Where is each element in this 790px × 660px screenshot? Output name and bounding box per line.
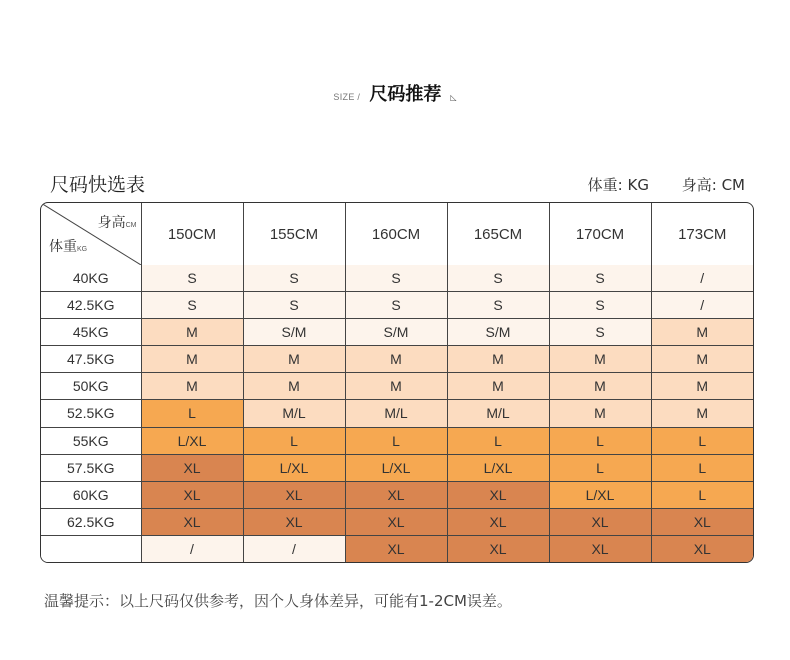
column-header: 155CM (243, 203, 345, 265)
table-row (41, 318, 753, 345)
column-header: 150CM (141, 203, 243, 265)
column-header: 165CM (447, 203, 549, 265)
size-cell: XL (345, 481, 447, 508)
size-cell: XL (345, 536, 447, 562)
size-cell: S (549, 265, 651, 291)
size-cell: L (345, 427, 447, 454)
size-cell: / (651, 265, 753, 291)
table-corner-cell (41, 203, 141, 265)
row-weight-header: 50KG (41, 373, 141, 400)
size-cell: S (141, 291, 243, 318)
size-note: 温馨提示：以上尺码仅供参考，因个人身体差异，可能有1-2CM误差。 (44, 592, 512, 610)
quick-select-title: 尺码快选表 (50, 174, 146, 196)
size-cell: M (447, 346, 549, 373)
size-cell: M (549, 346, 651, 373)
table-row (41, 400, 753, 427)
weight-unit-label: 体重: KG (587, 176, 649, 194)
size-cell: M (447, 373, 549, 400)
row-weight-header: 60KG (41, 481, 141, 508)
size-cell: XL (447, 481, 549, 508)
size-cell: L/XL (549, 481, 651, 508)
size-cell: L (651, 427, 753, 454)
size-cell: M (651, 400, 753, 427)
corner-height-label: 身高CM (97, 214, 137, 230)
section-header (0, 80, 790, 106)
size-cell: L (651, 454, 753, 481)
size-cell: XL (141, 454, 243, 481)
column-header: 160CM (345, 203, 447, 265)
table-row (41, 346, 753, 373)
table-row (41, 427, 753, 454)
size-cell: S (447, 265, 549, 291)
size-cell: S (345, 291, 447, 318)
size-cell: XL (549, 508, 651, 535)
size-cell: M (345, 346, 447, 373)
size-cell: M (243, 373, 345, 400)
row-weight-header: 52.5KG (41, 400, 141, 427)
size-cell: M (141, 318, 243, 345)
corner-weight-label: 体重KG (49, 238, 88, 254)
size-cell: M (345, 373, 447, 400)
size-cell: S/M (447, 318, 549, 345)
size-cell: M/L (345, 400, 447, 427)
size-cell: M (243, 346, 345, 373)
size-cell: XL (651, 536, 753, 562)
size-table (40, 202, 754, 563)
size-cell: L/XL (345, 454, 447, 481)
size-cell: / (141, 536, 243, 562)
size-cell: M (651, 318, 753, 345)
size-cell: M (141, 373, 243, 400)
size-cell: S/M (345, 318, 447, 345)
size-cell: M (549, 400, 651, 427)
size-cell: M (141, 346, 243, 373)
row-weight-header: 62.5KG (41, 508, 141, 535)
size-cell: L (549, 427, 651, 454)
size-cell: S (549, 291, 651, 318)
size-cell: S (447, 291, 549, 318)
row-weight-header: 42.5KG (41, 291, 141, 318)
size-cell: XL (141, 481, 243, 508)
size-cell: XL (345, 508, 447, 535)
row-weight-header: 55KG (41, 427, 141, 454)
size-cell: S (345, 265, 447, 291)
size-cell: L/XL (243, 454, 345, 481)
size-cell: S (141, 265, 243, 291)
size-cell: M (549, 373, 651, 400)
size-cell: XL (243, 508, 345, 535)
size-cell: L/XL (141, 427, 243, 454)
table-row (41, 291, 753, 318)
row-weight-header: 57.5KG (41, 454, 141, 481)
size-cell: S/M (243, 318, 345, 345)
row-weight-header: 47.5KG (41, 346, 141, 373)
row-weight-header (41, 536, 141, 562)
table-header-row (41, 203, 753, 265)
size-cell: L (549, 454, 651, 481)
size-cell: L (447, 427, 549, 454)
table-row (41, 454, 753, 481)
table-row (41, 536, 753, 562)
size-cell: XL (447, 536, 549, 562)
size-cell: M/L (243, 400, 345, 427)
size-cell: / (243, 536, 345, 562)
size-cell: / (651, 291, 753, 318)
page-title: 尺码推荐 (369, 84, 442, 105)
size-cell: S (549, 318, 651, 345)
table-row (41, 265, 753, 291)
row-weight-header: 45KG (41, 318, 141, 345)
size-cell: S (243, 291, 345, 318)
size-cell: L (243, 427, 345, 454)
size-cell: S (243, 265, 345, 291)
row-weight-header: 40KG (41, 265, 141, 291)
size-cell: L (651, 481, 753, 508)
height-unit-label: 身高: CM (681, 176, 745, 194)
size-cell: L (141, 400, 243, 427)
size-cell: XL (141, 508, 243, 535)
column-header: 173CM (651, 203, 753, 265)
size-cell: M (651, 346, 753, 373)
table-row (41, 373, 753, 400)
size-cell: M/L (447, 400, 549, 427)
size-cell: XL (447, 508, 549, 535)
size-label: SIZE / (333, 92, 361, 102)
column-header: 170CM (549, 203, 651, 265)
size-cell: M (651, 373, 753, 400)
table-row (41, 481, 753, 508)
units-legend (560, 174, 745, 195)
size-cell: XL (549, 536, 651, 562)
corner-triangle-icon: ◺ (450, 93, 457, 102)
table-row (41, 508, 753, 535)
size-cell: L/XL (447, 454, 549, 481)
size-cell: XL (243, 481, 345, 508)
size-cell: XL (651, 508, 753, 535)
